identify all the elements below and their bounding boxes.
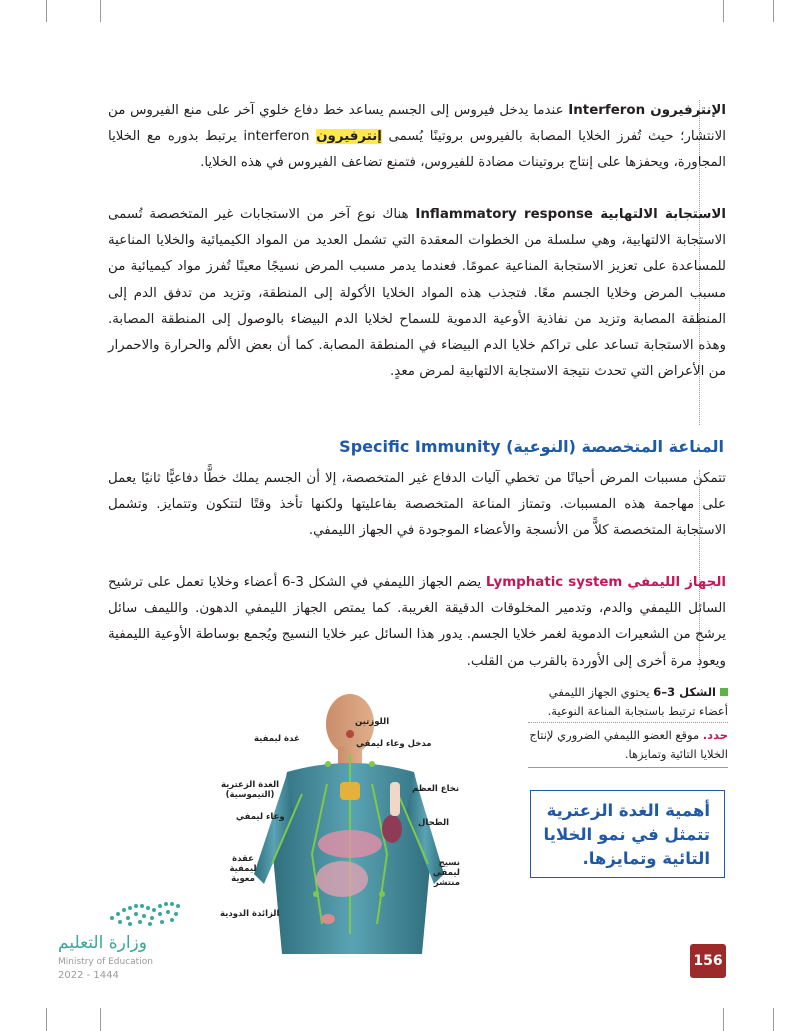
- figure-caption: [528, 683, 728, 721]
- figure-question: [528, 726, 728, 764]
- figure-label: الغدة الزعترية (التيموسية): [220, 780, 280, 800]
- crop-mark: [723, 1008, 724, 1031]
- lymphatic-system-figure: [220, 694, 460, 974]
- section-heading: المناعة المتخصصة (النوعية) Specific Immunity: [339, 437, 724, 456]
- ministry-year: 2022 - 1444: [58, 970, 119, 981]
- lymphatic-term: الجهاز الليمفي Lymphatic system: [485, 575, 726, 590]
- figure-label: اللوزتين: [355, 717, 390, 727]
- paragraph-text: يضم الجهاز الليمفي في الشكل 3-6 أعضاء وخلايا تعمل على ترشيح السائل الليمفي والدم، وتدمير المخلوقات الدقيقة الغريبة. كما يمتص الجهاز الليمفي الدهون. والليمف سائل يرشح من الشعيرات الدموية لغمر خلايا الجسم. يدور هذا السائل عبر خلايا النسيج ويُجمع بوساطة الأوعية الليمفية ويعود مرة أخرى إلى الأوردة بالقرب من القلب.: [108, 575, 726, 669]
- figure-label: مدخل وعاء ليمفي: [356, 739, 432, 749]
- figure-label: وعاء ليمفي: [236, 812, 285, 822]
- ministry-logo: [100, 896, 190, 930]
- crop-mark: [100, 0, 101, 22]
- figure-label: عقدة ليمفية معوية: [229, 854, 257, 884]
- page-number: 156: [690, 944, 726, 978]
- logo-dots-icon: [100, 896, 190, 930]
- lymphatic-paragraph: [108, 570, 726, 675]
- paragraph-text: عندما يدخل فيروس إلى الجسم يساعد خط دفاع خلوي آخر على منع الفيروس من الانتشار؛ حيث تُفرز الخلايا المصابة بالفيروس بروتينًا يُسمى: [108, 103, 726, 145]
- crop-mark: [46, 1008, 47, 1031]
- paragraph-text: هناك نوع آخر من الاستجابات غير المتخصصة تُسمى الاستجابة الالتهابية، وهي سلسلة من الخطوات المعقدة التي تشمل العديد من المواد الكيميائية والخلايا المناعية للمساعدة على تعزيز الاستجابة المناعية عمومًا. فعندما يدمر مسبب المرض نسيجًا معينًا تُفرز مواد كيميائية من مسبب المرض وخلايا الجسم معًا. فتجذب هذه المواد الخلايا الأكولة إلى المنطقة، وتزيد من تدفق الدم إلى المنطقة المصابة وتزيد من نفاذية الأوعية الدموية للسماح لخلايا الدم البيضاء بالوصول إلى المنطقة المصابة. وهذه الاستجابة تساعد على تراكم خلايا الدم البيضاء في المنطقة المصابة. كما أن بعض الألم والحرارة والاحمرار من الأعراض التي تحدث نتيجة الاستجابة الالتهابية لمرض معدٍ.: [108, 207, 726, 380]
- inflammatory-term: الاستجابة الالتهابية Inflammatory response: [415, 207, 726, 222]
- ministry-arabic: وزارة التعليم: [58, 933, 147, 953]
- interferon-term: الإنترفيرون Interferon: [568, 103, 726, 118]
- paragraph-text: تتمكن مسببات المرض أحيانًا من تخطي آليات الدفاع غير المتخصصة، إلا أن الجسم يملك خطًّا دفاعيًّا ثانيًا يعمل على مهاجمة هذه المسببات. وتمتاز المناعة المتخصصة بفاعليتها ولكنها تأخذ وقتًا لتتكون وتتمايز. وتشمل الاستجابة المتخصصة كلاًّ من الأنسجة والأعضاء الموجودة في الجهاز الليمفي.: [108, 471, 726, 539]
- paragraph-text: interferon يرتبط بدوره مع الخلايا المجاورة، ويحفزها على إنتاج بروتينات مضادة للفيروس، فتمنع تضاعف الفيروس في هذه الخلايا.: [108, 129, 726, 171]
- interferon-paragraph: [108, 98, 726, 177]
- figure-label: غدة ليمفية: [254, 734, 300, 744]
- specific-immunity-paragraph: [108, 466, 726, 545]
- question-text: موقع العضو الليمفي الضروري لإنتاج الخلايا التائية وتمايزها.: [529, 728, 728, 761]
- crop-mark: [773, 1008, 774, 1031]
- figure-label: نسيج ليمفي منتشر: [432, 858, 460, 888]
- answer-box: أهمية الغدة الزعترية تتمثل في نمو الخلايا التائية وتمايزها.: [530, 790, 725, 878]
- figure-label: نخاع العظم: [412, 784, 460, 794]
- crop-mark: [723, 0, 724, 22]
- caption-divider: [528, 722, 728, 723]
- crop-mark: [100, 1008, 101, 1031]
- caption-divider: [528, 767, 728, 768]
- crop-mark: [773, 0, 774, 22]
- question-keyword: حدد.: [702, 728, 728, 742]
- bullet-icon: [720, 688, 728, 696]
- ministry-english: Ministry of Education: [58, 957, 153, 967]
- figure-label: الزائدة الدودية: [220, 909, 280, 919]
- crop-mark: [46, 0, 47, 22]
- figure-label: الطحال: [418, 818, 450, 828]
- figure-ref: الشكل 3–6: [653, 685, 716, 699]
- highlighted-term: إنترفيرون: [316, 129, 382, 145]
- caption-text: يحتوي الجهاز الليمفي أعضاء ترتبط باستجابة المناعة النوعية.: [547, 685, 728, 718]
- inflammatory-paragraph: [108, 202, 726, 385]
